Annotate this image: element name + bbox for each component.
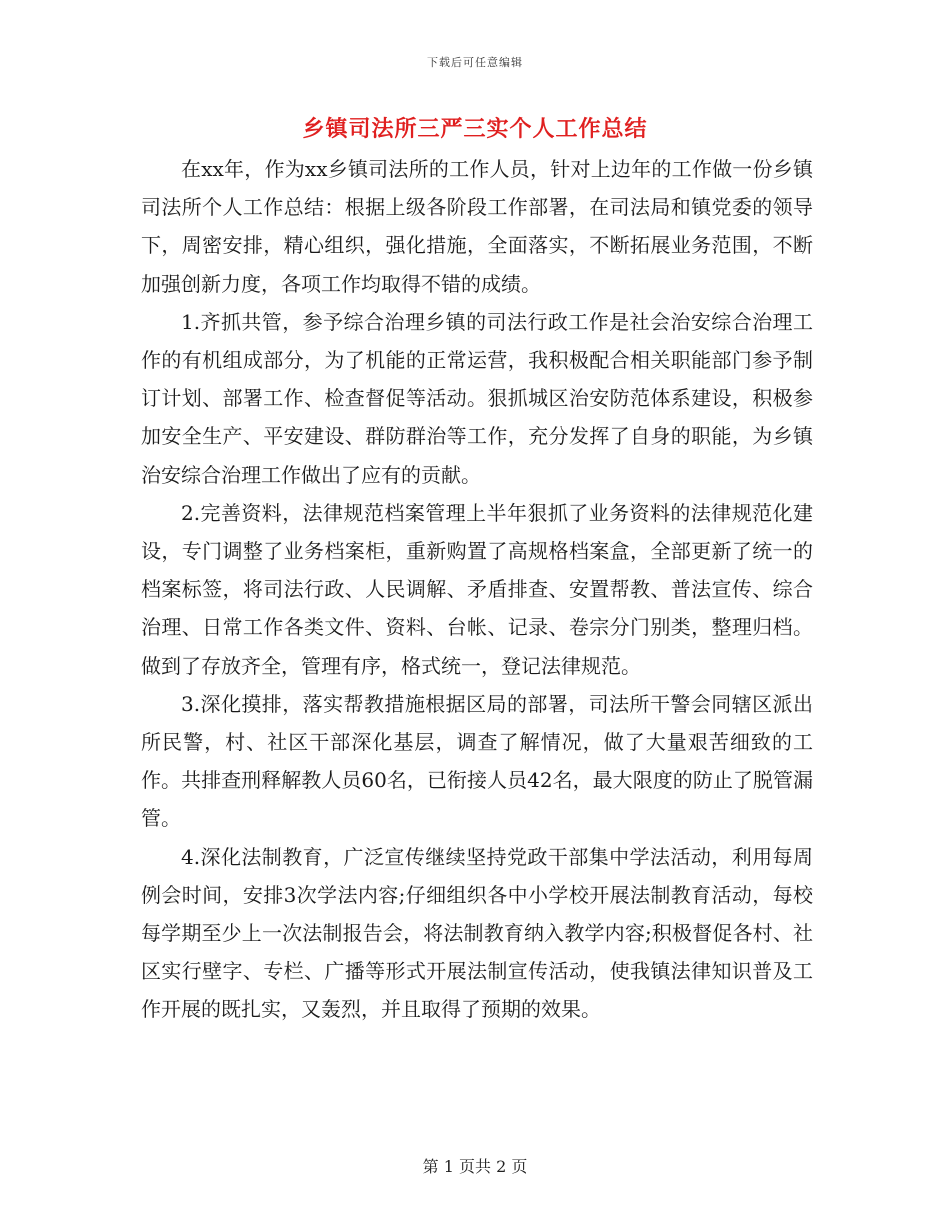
paragraph-3: 3.深化摸排，落实帮教措施根据区局的部署，司法所干警会同辖区派出所民警，村、社区干部深化基层，调查了解情况，做了大量艰苦细致的工作。共排查刑释解教人员60名，已衔接人员42名，最大限度的防止了脱管漏管。 [141, 691, 813, 831]
paragraph-2: 2.完善资料，法律规范档案管理上半年狠抓了业务资料的法律规范化建设，专门调整了业务档案柜，重新购置了高规格档案盒，全部更新了统一的档案标签，将司法行政、人民调解、矛盾排查、安置帮教、普法宣传、综合治理、日常工作各类文件、资料、台帐、记录、卷宗分门别类，整理归档。做到了存放齐全，管理有序，格式统一，登记法律规范。 [141, 500, 813, 678]
paragraph-4: 4.深化法制教育，广泛宣传继续坚持党政干部集中学法活动，利用每周例会时间，安排3次学法内容;仔细组织各中小学校开展法制教育活动，每校每学期至少上一次法制报告会，将法制教育纳入教学内容;积极督促各村、社区实行壁字、专栏、广播等形式开展法制宣传活动，使我镇法律知识普及工作开展的既扎实，又轰烈，并且取得了预期的效果。 [141, 844, 813, 1022]
header-note: 下载后可任意编辑 [427, 56, 523, 69]
page-footer: 第 1 页共 2 页 [422, 1157, 528, 1176]
document-body [141, 150, 813, 1029]
paragraph-1: 1.齐抓共管，参予综合治理乡镇的司法行政工作是社会治安综合治理工作的有机组成部分，为了机能的正常运营，我积极配合相关职能部门参予制订计划、部署工作、检查督促等活动。狠抓城区治安防范体系建设，积极参加安全生产、平安建设、群防群治等工作，充分发挥了自身的职能，为乡镇治安综合治理工作做出了应有的贡献。 [141, 309, 813, 487]
paragraph-intro: 在xx年，作为xx乡镇司法所的工作人员，针对上边年的工作做一份乡镇司法所个人工作总结：根据上级各阶段工作部署，在司法局和镇党委的领导下，周密安排，精心组织，强化措施，全面落实，不断拓展业务范围，不断加强创新力度，各项工作均取得不错的成绩。 [141, 157, 813, 296]
document-title: 乡镇司法所三严三实个人工作总结 [302, 117, 648, 142]
